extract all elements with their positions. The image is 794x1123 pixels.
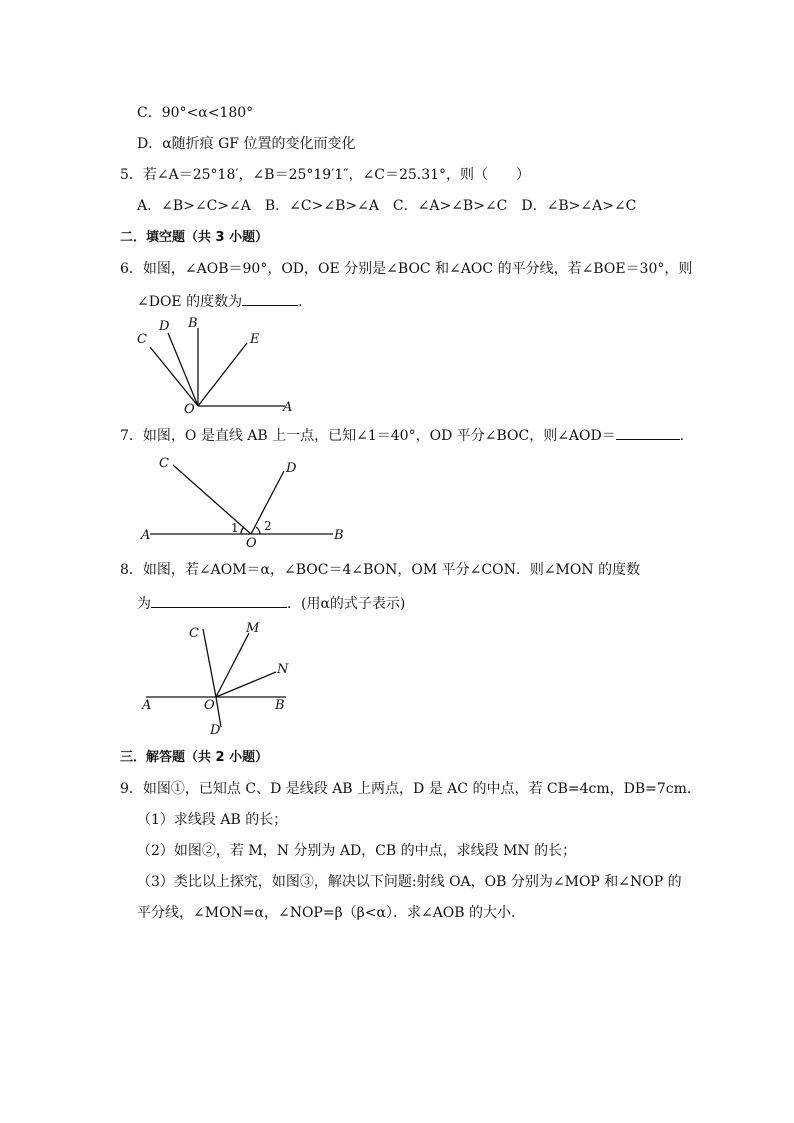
section-heading-fill-blank: 二．填空题（共 3 小题） — [120, 230, 269, 245]
label-D: D — [159, 319, 170, 334]
option-d: D．α随折痕 GF 位置的变化而变化 — [137, 136, 356, 152]
label-O: O — [184, 402, 195, 417]
label-A: A — [142, 698, 152, 713]
label-B: B — [275, 698, 285, 713]
question-8-text: 为 — [137, 596, 151, 612]
option-c: C．90°<α<180° — [137, 105, 254, 121]
label-M: M — [246, 621, 260, 636]
answer-blank — [616, 425, 680, 440]
label-C: C — [159, 456, 169, 471]
period: ． — [298, 294, 313, 310]
angle-2-label: 2 — [264, 519, 272, 533]
question-6-text: ∠DOE 的度数为 — [137, 294, 243, 310]
label-B: B — [334, 528, 344, 543]
answer-blank — [151, 593, 287, 608]
label-E: E — [250, 332, 260, 347]
question-8-cont — [137, 593, 405, 613]
question-7 — [120, 425, 694, 445]
label-O: O — [204, 698, 215, 713]
figure-7 — [138, 450, 358, 550]
label-A: A — [141, 528, 151, 543]
label-D: D — [286, 461, 297, 476]
figure-6 — [130, 313, 310, 418]
label-C: C — [189, 626, 199, 641]
figure-8 — [136, 617, 306, 742]
label-O: O — [246, 536, 257, 550]
angle-1-label: 1 — [231, 521, 239, 535]
question-6: 6．如图，∠AOB＝90°，OD，OE 分别是∠BOC 和∠AOC 的平分线，若∠BOE＝30°，则 — [120, 261, 693, 277]
label-B: B — [188, 316, 198, 331]
question-9: 9．如图①，已知点 C、D 是线段 AB 上两点，D 是 AC 的中点，若 CB=4cm，DB=7cm． — [120, 781, 701, 797]
answer-blank — [242, 291, 298, 306]
period: ． — [679, 428, 694, 444]
question-9-part-2: （2）如图②，若 M，N 分别为 AD，CB 的中点，求线段 MN 的长； — [137, 843, 577, 859]
question-9-part-1: （1）求线段 AB 的长； — [137, 812, 288, 828]
label-C: C — [137, 332, 147, 347]
label-D: D — [210, 723, 221, 738]
question-9-part-3-cont: 平分线，∠MON=α，∠NOP=β（β<α）．求∠AOB 的大小． — [137, 905, 526, 921]
question-9-part-3: （3）类比以上探究，如图③，解决以下问题:射线 OA，OB 分别为∠MOP 和∠NOP 的 — [137, 874, 682, 890]
question-6-cont — [137, 291, 312, 311]
question-5-options: A．∠B>∠C>∠A B．∠C>∠B>∠A C．∠A>∠B>∠C D．∠B>∠A>∠C — [137, 198, 637, 214]
question-8-suffix: ．(用α的式子表示) — [287, 596, 406, 612]
question-7-text: 7．如图，O 是直线 AB 上一点，已知∠1＝40°，OD 平分∠BOC，则∠AOD＝ — [120, 428, 616, 444]
section-heading-solve: 三．解答题（共 2 小题） — [120, 750, 269, 765]
question-8: 8．如图，若∠AOM＝α，∠BOC＝4∠BON，OM 平分∠CON．则∠MON 的度数 — [120, 562, 641, 578]
label-N: N — [277, 662, 289, 677]
label-A: A — [283, 400, 293, 415]
question-5: 5．若∠A＝25°18′，∠B＝25°19′1″，∠C＝25.31°，则（ ） — [120, 167, 531, 183]
